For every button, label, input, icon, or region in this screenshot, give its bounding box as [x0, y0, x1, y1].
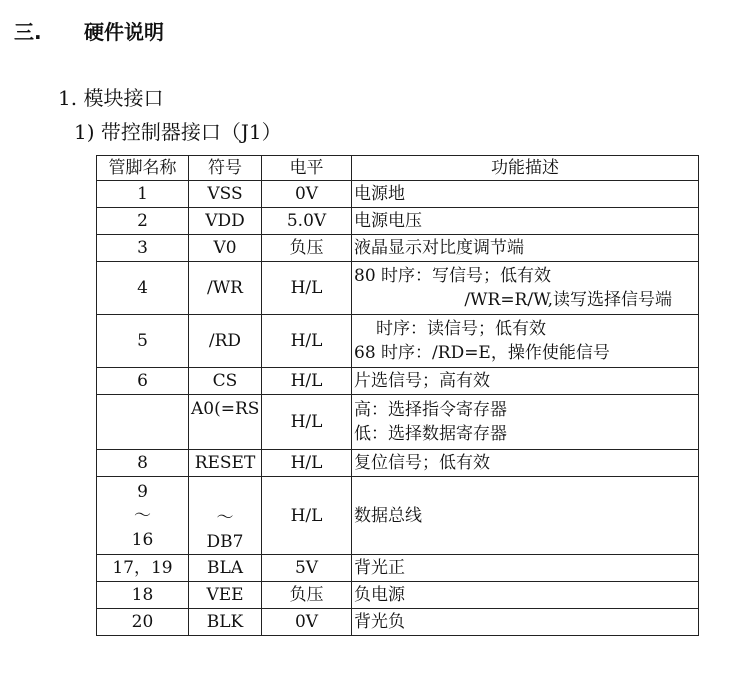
pin-cell: 6: [97, 368, 189, 395]
pin-cell: 2: [97, 208, 189, 235]
symbol-cell: VEE: [189, 582, 262, 609]
pin-cell: 18: [97, 582, 189, 609]
level-cell: 负压: [262, 582, 352, 609]
level-cell: H/L: [262, 450, 352, 477]
table-row: [97, 555, 699, 582]
table-row: [97, 262, 699, 315]
pin-cell: 17，19: [97, 555, 189, 582]
header-symbol: 符号: [189, 156, 262, 181]
table-row: [97, 477, 699, 555]
header-level: 电平: [262, 156, 352, 181]
description-cell: [352, 395, 699, 450]
symbol-cell: CS: [189, 368, 262, 395]
level-cell: 0V: [262, 181, 352, 208]
symbol-cell: V0: [189, 235, 262, 262]
symbol-cell: /WR: [189, 262, 262, 315]
pin-line: 16: [131, 529, 154, 550]
description-cell: [352, 262, 699, 315]
pin-cell: 20: [97, 609, 189, 636]
pin-cell: 1: [97, 181, 189, 208]
description-line: 68 时序：/RD=E，操作使能信号: [354, 343, 610, 363]
pin-cell: [97, 477, 189, 555]
symbol-cell: /RD: [189, 315, 262, 368]
description-cell: 背光正: [352, 555, 699, 582]
description-cell: 负电源: [352, 582, 699, 609]
description-cell: 电源电压: [352, 208, 699, 235]
symbol-line: ～: [216, 508, 234, 528]
table-row: [97, 181, 699, 208]
pin-line: 9: [137, 481, 148, 502]
pin-cell: 5: [97, 315, 189, 368]
level-cell: H/L: [262, 395, 352, 450]
table-row: [97, 450, 699, 477]
symbol-cell: VDD: [189, 208, 262, 235]
pin-cell: 3: [97, 235, 189, 262]
description-line: 低：选择数据寄存器: [354, 424, 507, 444]
description-cell: [352, 315, 699, 368]
symbol-cell: A0(=RS: [189, 395, 262, 450]
header-pin: 管脚名称: [97, 156, 189, 181]
header-description: 功能描述: [352, 156, 699, 181]
table-row: [97, 395, 699, 450]
table-header-row: [97, 156, 699, 181]
pin-cell: 8: [97, 450, 189, 477]
table-row: [97, 368, 699, 395]
description-cell: 数据总线: [352, 477, 699, 555]
description-cell: 复位信号；低有效: [352, 450, 699, 477]
description-cell: 片选信号；高有效: [352, 368, 699, 395]
level-cell: 负压: [262, 235, 352, 262]
table-row: [97, 208, 699, 235]
level-cell: 5.0V: [262, 208, 352, 235]
description-line: /WR=R/W,读写选择信号端: [464, 290, 672, 310]
pin-table: [96, 155, 699, 636]
section-heading: [14, 10, 164, 50]
table-row: [97, 609, 699, 636]
level-cell: H/L: [262, 477, 352, 555]
interface-heading: 1) 带控制器接口（J1）: [74, 120, 282, 144]
section-number: 三.: [14, 19, 42, 44]
section-title: 硬件说明: [84, 19, 164, 44]
table-row: [97, 315, 699, 368]
description-cell: 液晶显示对比度调节端: [352, 235, 699, 262]
description-line: 时序：读信号；低有效: [376, 319, 546, 339]
description-line: 高：选择指令寄存器: [354, 400, 507, 420]
level-cell: H/L: [262, 315, 352, 368]
description-cell: 背光负: [352, 609, 699, 636]
level-cell: H/L: [262, 262, 352, 315]
table-row: [97, 582, 699, 609]
pin-cell: 4: [97, 262, 189, 315]
symbol-line: DB7: [206, 532, 244, 552]
subsection-heading: 1. 模块接口: [58, 86, 164, 110]
symbol-cell: BLK: [189, 609, 262, 636]
pin-line: ～: [134, 505, 151, 526]
level-cell: H/L: [262, 368, 352, 395]
symbol-cell: [189, 477, 262, 555]
description-line: 80 时序：写信号；低有效: [354, 266, 552, 286]
symbol-cell: BLA: [189, 555, 262, 582]
symbol-cell: RESET: [189, 450, 262, 477]
level-cell: 0V: [262, 609, 352, 636]
table-row: [97, 235, 699, 262]
description-cell: 电源地: [352, 181, 699, 208]
level-cell: 5V: [262, 555, 352, 582]
pin-cell: [97, 395, 189, 450]
symbol-cell: VSS: [189, 181, 262, 208]
